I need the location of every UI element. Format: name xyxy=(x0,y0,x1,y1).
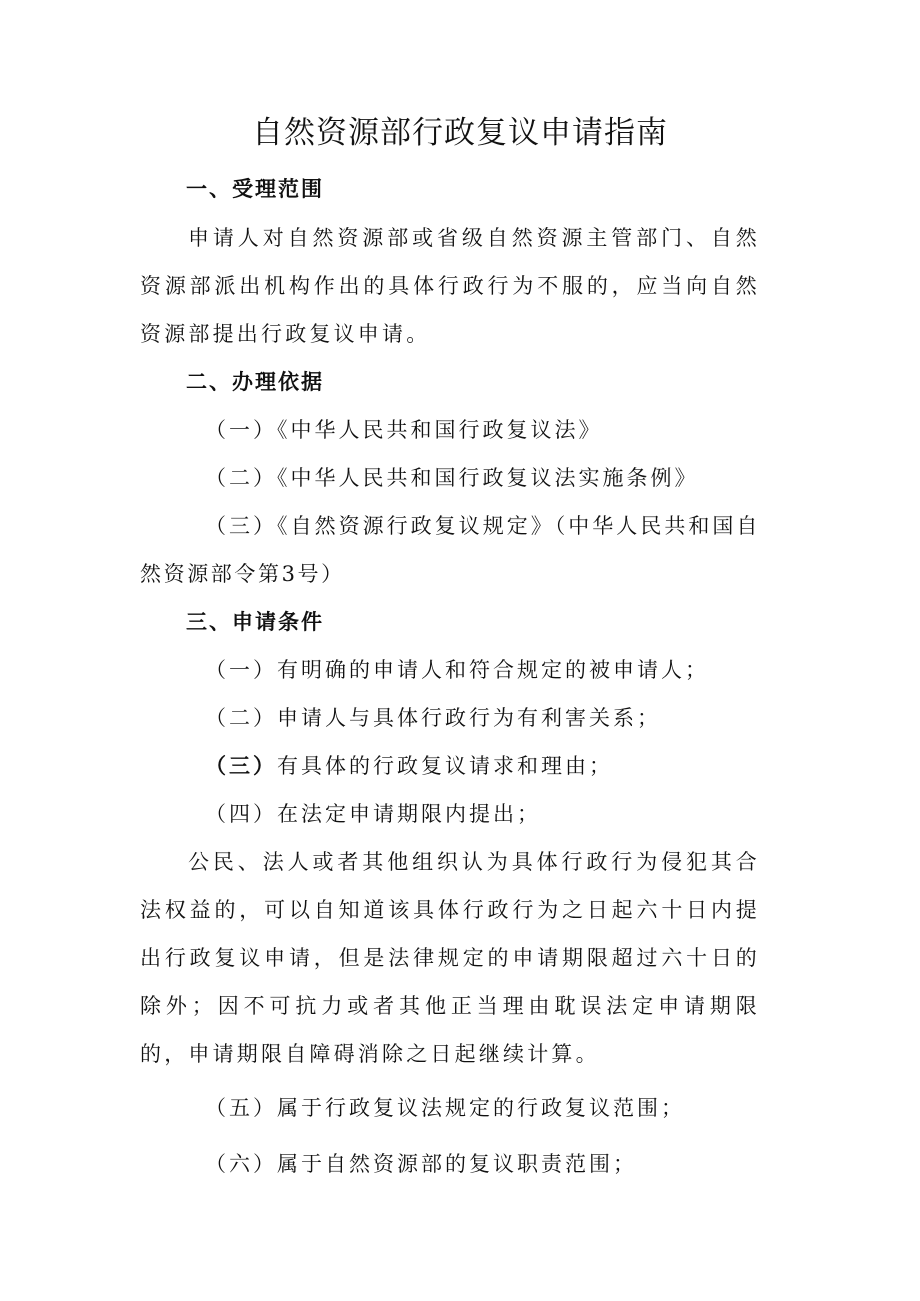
condition-item-3-text: 有具体的行政复议请求和理由； xyxy=(277,754,613,778)
basis-item-2: （二）《中华人民共和国行政复议法实施条例》 xyxy=(205,466,699,490)
condition-item-2: （二）申请人与具体行政行为有利害关系； xyxy=(205,706,661,730)
condition-item-3 xyxy=(205,751,765,781)
condition-item-4: （四）在法定申请期限内提出； xyxy=(205,802,541,826)
section-heading-basis: 二、办理依据 xyxy=(186,370,324,394)
scope-paragraph: 申请人对自然资源部或省级自然资源主管部门、自然资源部派出机构作出的具体行政行为不服的，应当向自然资源部提出行政复议申请。 xyxy=(140,226,760,346)
page-title: 自然资源部行政复议申请指南 xyxy=(252,115,668,151)
condition-item-3-label: （三） xyxy=(205,753,277,778)
condition-item-6: （六）属于自然资源部的复议职责范围； xyxy=(205,1152,637,1176)
section-heading-conditions: 三、申请条件 xyxy=(186,610,324,634)
basis-item-1: （一）《中华人民共和国行政复议法》 xyxy=(205,418,603,442)
condition-item-5: （五）属于行政复议法规定的行政复议范围； xyxy=(205,1096,685,1120)
basis-item-3: （三）《自然资源行政复议规定》（中华人民共和国自然资源部令第3号） xyxy=(140,514,760,586)
section-heading-scope: 一、受理范围 xyxy=(186,177,324,201)
condition-item-1: （一）有明确的申请人和符合规定的被申请人； xyxy=(205,658,709,682)
deadline-paragraph: 公民、法人或者其他组织认为具体行政行为侵犯其合法权益的，可以自知道该具体行政行为之日起六十日内提出行政复议申请，但是法律规定的申请期限超过六十日的除外；因不可抗力或者其他正当理由耽误法定申请期限的，申请期限自障碍消除之日起继续计算。 xyxy=(140,850,760,1066)
